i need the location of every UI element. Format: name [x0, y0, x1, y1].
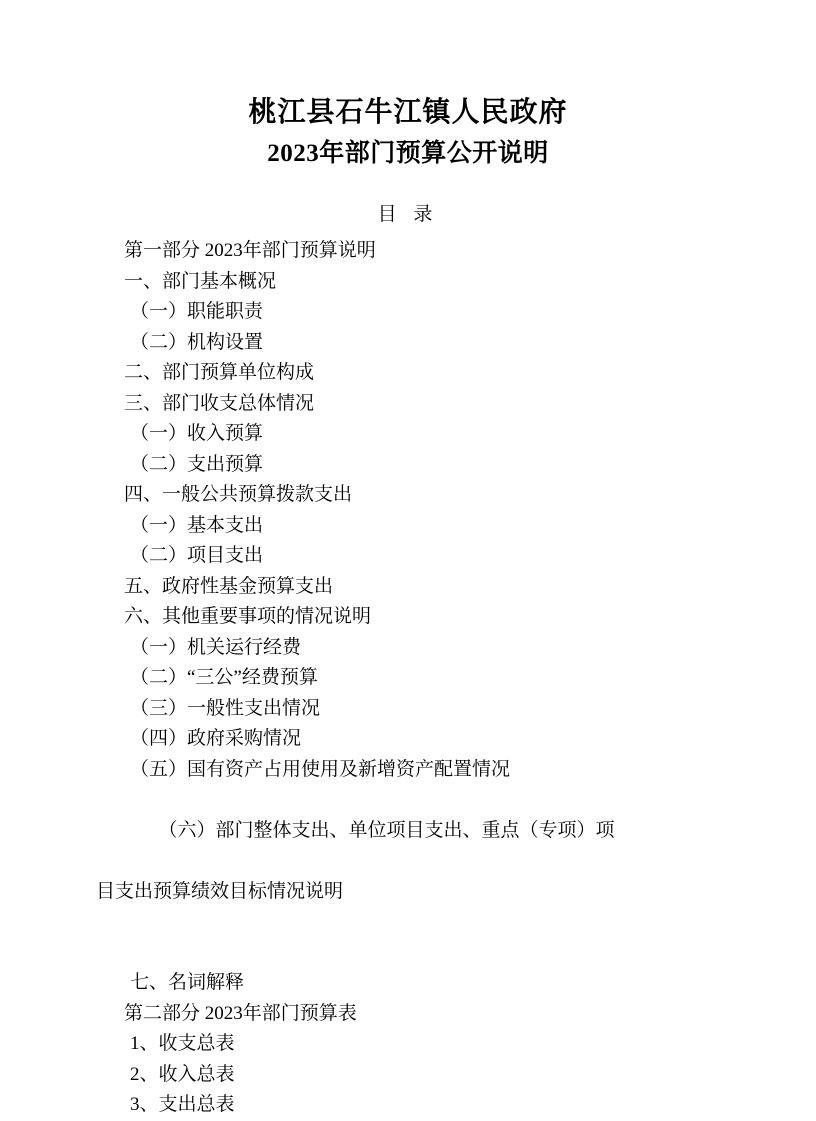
toc-entry: （二）“三公”经费预算	[130, 667, 318, 688]
toc-entry-line1: （六）部门整体支出、单位项目支出、重点（专项）项	[158, 819, 615, 841]
toc-entry: 一、部门基本概况	[124, 270, 277, 292]
toc-entry: 3、支出总表	[130, 1094, 235, 1115]
toc-entry-line2: 目支出预算绩效目标情况说明	[96, 880, 344, 902]
toc-entry: 2、收入总表	[130, 1063, 235, 1085]
document-subtitle: 2023年部门预算公开说明	[267, 140, 549, 167]
toc-entry: 七、名词解释	[130, 972, 245, 993]
toc-entry: （一）收入预算	[130, 423, 264, 444]
toc-entry: （二）支出预算	[130, 453, 264, 475]
toc-heading: 目 录	[377, 204, 439, 225]
toc-entry: （一）职能职责	[130, 301, 264, 322]
toc-entry: 五、政府性基金预算支出	[124, 575, 334, 597]
toc-entry: 六、其他重要事项的情况说明	[124, 606, 372, 627]
document-title: 桃江县石牛江镇人民政府	[248, 97, 568, 128]
toc-entry: （二）项目支出	[130, 545, 264, 566]
toc-entry: 1、收支总表	[130, 1033, 235, 1054]
toc-entry: 四、一般公共预算拨款支出	[124, 484, 353, 505]
toc-entry: （一）机关运行经费	[130, 636, 302, 658]
toc-entry: 第二部分 2023年部门预算表	[124, 1002, 357, 1024]
toc-entry: 第一部分 2023年部门预算说明	[124, 240, 376, 261]
table-of-contents	[96, 236, 720, 1121]
toc-entry	[96, 785, 720, 968]
toc-entry: （四）政府采购情况	[130, 728, 302, 749]
toc-entry: （五）国有资产占用使用及新增资产配置情况	[130, 758, 511, 780]
toc-entry: （三）一般性支出情况	[130, 697, 321, 719]
toc-entry: 二、部门预算单位构成	[124, 362, 315, 383]
toc-entry: 三、部门收支总体情况	[124, 392, 315, 414]
toc-entry: （一）基本支出	[130, 514, 264, 536]
toc-entry: （二）机构设置	[130, 331, 264, 353]
